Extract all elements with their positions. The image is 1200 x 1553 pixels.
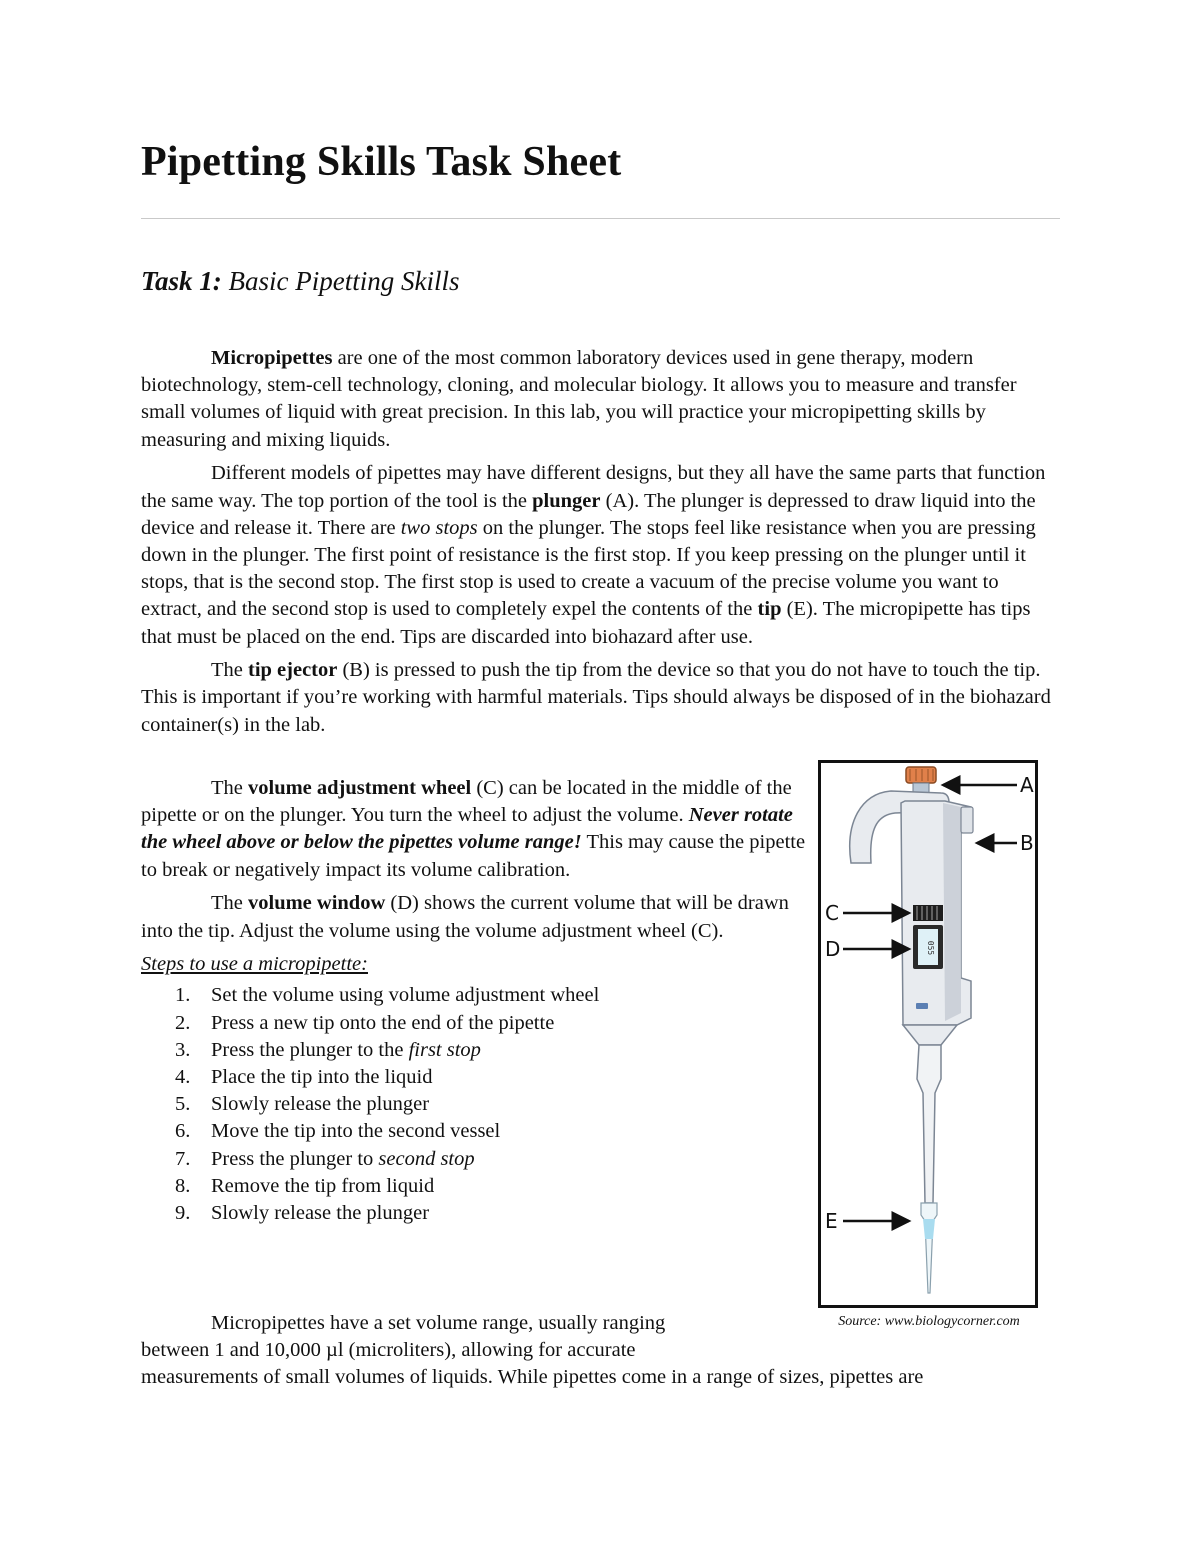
task-title: Basic Pipetting Skills [228,266,460,296]
step-text: Press a new tip onto the end of the pipette [211,1011,555,1034]
step-text: Slowly release the plunger [211,1202,430,1225]
paragraph-micropipettes [141,345,1061,454]
term-tip-ejector: tip ejector [248,659,338,682]
step-text: Place the tip into the liquid [211,1066,433,1089]
step-emphasis: second stop [378,1147,475,1170]
label-c: C [825,901,839,925]
label-a: A [1020,773,1034,797]
step-number: 4. [175,1066,191,1089]
paragraph-volume-wheel [141,775,811,884]
paragraph-text: are one of the most common laboratory devices used in gene therapy, modern biotechnology, stem-cell technology, cloning, and molecular biology. It allows you to measure and transfer small volumes of liquid with great precision. In this lab, you will practice your micropipetting skills by measuring and mixing liquids. [141,347,1017,451]
pipette-figure [818,760,1038,1308]
term-plunger: plunger [532,489,601,512]
step-number: 9. [175,1202,191,1225]
paragraph-line: Micropipettes have a set volume range, usually ranging [211,1312,666,1334]
list-item [175,1064,811,1091]
label-d: D [825,937,841,961]
step-emphasis: first stop [408,1038,481,1061]
pipette-nozzle [903,1025,957,1045]
paragraph-text: (C) can be located in the middle of the pipette or on the plunger. You turn the wheel to adjust the volume. [141,777,792,827]
list-item [175,1010,811,1037]
step-text: Set the volume using volume adjustment wheel [211,984,600,1007]
paragraph-text: The [211,892,248,915]
paragraph-text: The [211,659,248,682]
term-volume-wheel: volume adjustment wheel [248,777,472,799]
task-heading [141,266,459,297]
step-text: Press the plunger to the [211,1038,409,1061]
term-tip: tip [757,598,782,621]
steps-list [141,982,811,1227]
figure-source: Source: www.biologycorner.com [838,1314,1020,1329]
step-number: 7. [175,1147,191,1170]
step-number: 5. [175,1093,191,1116]
list-item [175,1146,811,1173]
list-item [175,982,811,1009]
step-number: 2. [175,1011,191,1034]
step-number: 8. [175,1174,191,1197]
step-text: Slowly release the plunger [211,1093,430,1116]
paragraph-text: (E). The micropipette has tips that must be placed on the end. Tips are discarded into biohazard after use. [141,598,1031,648]
pipette-illustration [821,763,1035,1305]
paragraph-volume-range [141,1310,1061,1392]
list-item [175,1091,811,1118]
step-number: 3. [175,1038,191,1061]
step-number: 1. [175,984,191,1007]
intro-section [141,345,1061,745]
paragraph-line: measurements of small volumes of liquids. While pipettes come in a range of sizes, pipettes are [141,1366,924,1389]
volume-display: 055 [926,940,935,956]
paragraph-plunger [141,460,1061,650]
task-label: Task 1: [141,266,222,296]
paragraph-text: (A). The plunger is depressed to draw liquid into the device and release it. There are [141,489,1036,539]
step-text: Press the plunger to [211,1147,379,1170]
step-number: 6. [175,1120,191,1143]
paragraph-text: (D) shows the current volume that will be drawn into the tip. Adjust the volume using the volume adjustment wheel (C). [141,892,789,942]
pipette-tip [921,1203,937,1293]
step-text: Move the tip into the second vessel [211,1120,501,1143]
term-micropipettes: Micropipettes [211,347,333,369]
paragraph-line: between 1 and 10,000 µl (microliters), allowing for accurate [141,1339,636,1362]
page-title: Pipetting Skills Task Sheet [141,139,622,185]
paragraph-volume-window [141,890,811,944]
tip-liquid [923,1219,935,1239]
step-text: Remove the tip from liquid [211,1174,435,1197]
term-two-stops: two stops [400,516,478,539]
title-divider [141,218,1060,219]
paragraph-text: The [211,777,248,799]
list-item [175,1118,811,1145]
label-e: E [825,1209,838,1233]
list-item [175,1037,811,1064]
term-volume-window: volume window [248,892,386,915]
narrow-section [141,775,811,1227]
tip-ejector-button [961,807,973,833]
paragraph-tip-ejector [141,657,1061,739]
steps-title: Steps to use a micropipette: [141,953,368,976]
label-b: B [1020,831,1034,855]
paragraph-text: Different models of pipettes may have different designs, but they all have the same parts that function the same way. The top portion of the tool is the [141,462,1046,512]
pipette-shaft [917,1045,941,1203]
paragraph-text: on the plunger. The stops feel like resistance when you are pressing down in the plunger. The first point of resistance is the first stop. If you keep pressing on the plunger until it stops, that is the second stop. The first stop is used to create a vacuum of the precise volume you want to extract, and the second stop is used to completely expel the contents of the [141,516,1036,621]
paragraph-text: (B) is pressed to push the tip from the device so that you do not have to touch the tip. This is important if you’re working with harmful materials. Tips should always be disposed of in the biohazard container(s) in the lab. [141,659,1051,736]
paragraph-text: This may cause the pipette to break or negatively impact its volume calibration. [141,831,806,881]
list-item [175,1173,811,1200]
list-item [175,1200,811,1227]
warning-text: Never rotate the wheel above or below the pipettes volume range! [141,804,793,854]
